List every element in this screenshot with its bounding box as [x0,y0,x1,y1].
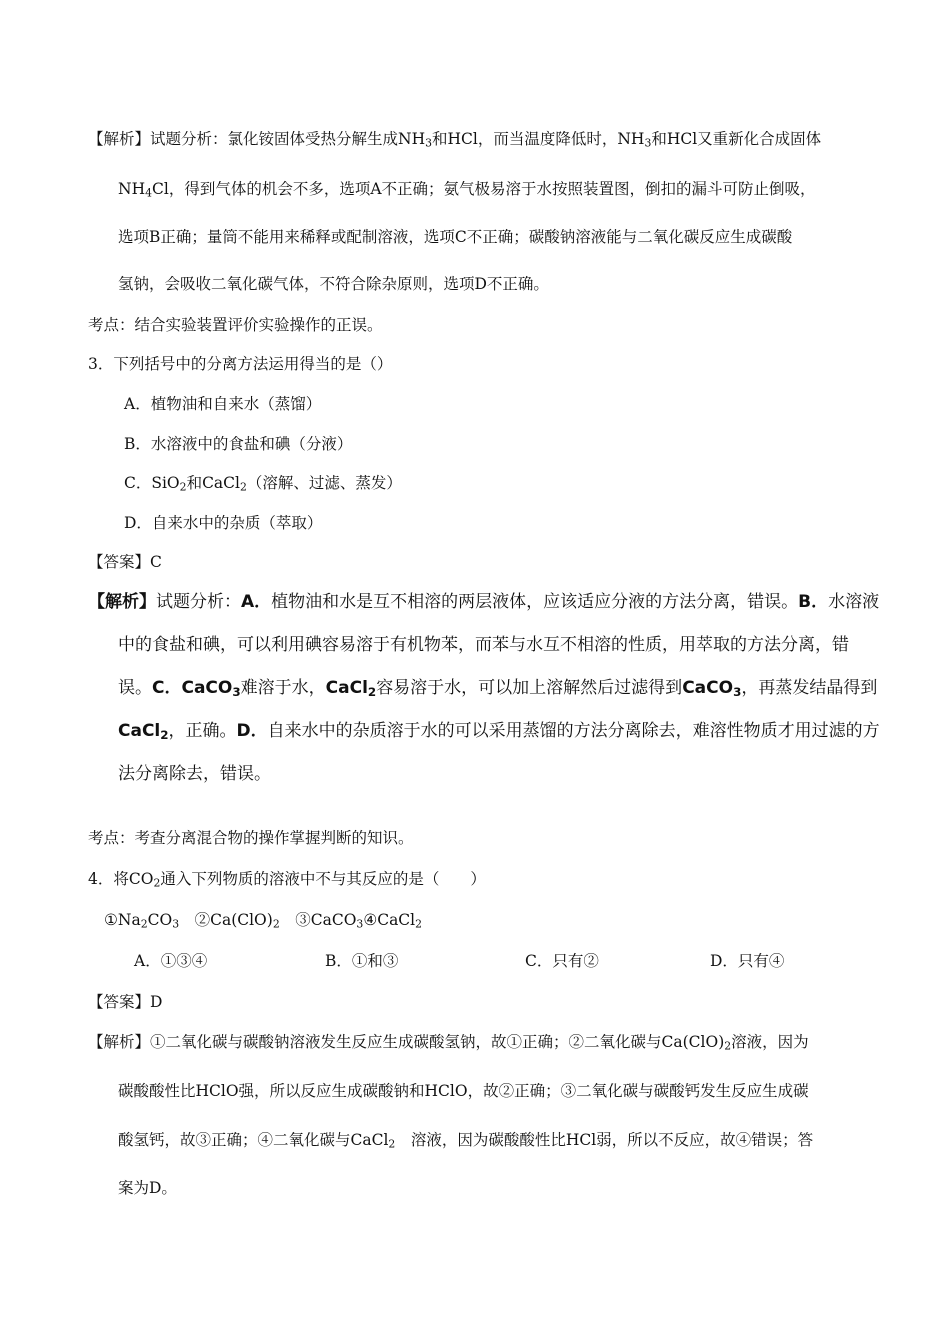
q3-option-c: C．SiO$_2$和CaCl$_2$（溶解、过滤、蒸发） [124,474,402,494]
q3-option-d: D．自来水中的杂质（萃取） [124,514,323,532]
q3-analysis-line1: 【解析】试题分析：A．植物油和水是互不相溶的两层液体，应该适应分液的方法分离，错误。B．水溶液 [88,592,880,612]
q3-kaodian: 考点：考查分离混合物的操作掌握判断的知识。 [88,829,414,847]
analysis-label: 【解析】 [88,592,156,612]
q4-analysis-line3: 酸氢钙，故③正确；④二氧化碳与CaCl$_2$ 溶液，因为碳酸酸性比HCl弱，所以不反应，故④错误；答 [118,1131,814,1151]
answer-label: 【答案】 [88,553,151,571]
q4-option-a: A．①③④ [134,952,208,970]
q3-analysis-line5: 法分离除去，错误。 [118,764,271,784]
q2-analysis-line4: 氢钠，会吸收二氧化碳气体，不符合除杂原则，选项D不正确。 [118,275,549,293]
q3-analysis-line3: 误。C．CaCO$_3$难溶于水，CaCl$_2$容易溶于水，可以加上溶解然后过滤得到CaCO$_3$，再蒸发结晶得到 [118,678,878,699]
q4-analysis-line2: 碳酸酸性比HClO强，所以反应生成碳酸钠和HClO，故②正确；③二氧化碳与碳酸钙发生反应生成碳 [118,1082,809,1100]
q2-analysis-line3: 选项B正确；量筒不能用来稀释或配制溶液，选项C不正确；碳酸钠溶液能与二氧化碳反应生成碳酸 [118,228,793,246]
answer-value: D [150,993,163,1011]
q2-kaodian: 考点：结合实验装置评价实验操作的正误。 [88,316,383,334]
q2-analysis-line1: 【解析】试题分析：氯化铵固体受热分解生成$NH_3$和HCl，而当温度降低时，$NH_3$和HCl又重新化合成固体 [88,130,822,150]
answer-value: C [150,553,162,571]
q3-answer [88,552,162,572]
q4-option-b: B．①和③ [325,952,399,970]
q3-analysis-line2: 中的食盐和碘，可以利用碘容易溶于有机物苯，而苯与水互不相溶的性质，用萃取的方法分离，错 [118,635,849,655]
q3-stem: 3．下列括号中的分离方法运用得当的是（） [88,355,393,373]
analysis-label: 【解析】 [88,1033,151,1051]
q3-analysis-line4: CaCl$_2$，正确。D．自来水中的杂质溶于水的可以采用蒸馏的方法分离除去，难溶性物质才用过滤的方 [118,721,880,742]
q2-analysis-line2: $NH_4Cl$，得到气体的机会不多，选项A不正确；氨气极易溶于水按照装置图，倒扣的漏斗可防止倒吸， [118,180,816,200]
q4-option-d: D．只有④ [710,952,785,970]
q4-answer [88,992,162,1012]
q4-analysis-line4: 案为D。 [118,1179,177,1197]
analysis-label: 【解析】 [88,130,151,148]
q3-option-b: B．水溶液中的食盐和碘（分液） [124,435,353,453]
answer-label: 【答案】 [88,993,151,1011]
q4-analysis-line1: 【解析】①二氧化碳与碳酸钠溶液发生反应生成碳酸氢钠，故①正确；②二氧化碳与$Ca(ClO)_2$溶液，因为 [88,1033,809,1053]
q3-option-a: A．植物油和自来水（蒸馏） [124,395,322,413]
q4-option-c: C．只有② [525,952,599,970]
q4-stem: 4．将$CO_2$通入下列物质的溶液中不与其反应的是（ ） [88,870,486,890]
q4-items: $①Na_2CO_3$ $②Ca(ClO)_2$ ③CaCO$_3$④CaCl$_2$ [104,911,423,931]
